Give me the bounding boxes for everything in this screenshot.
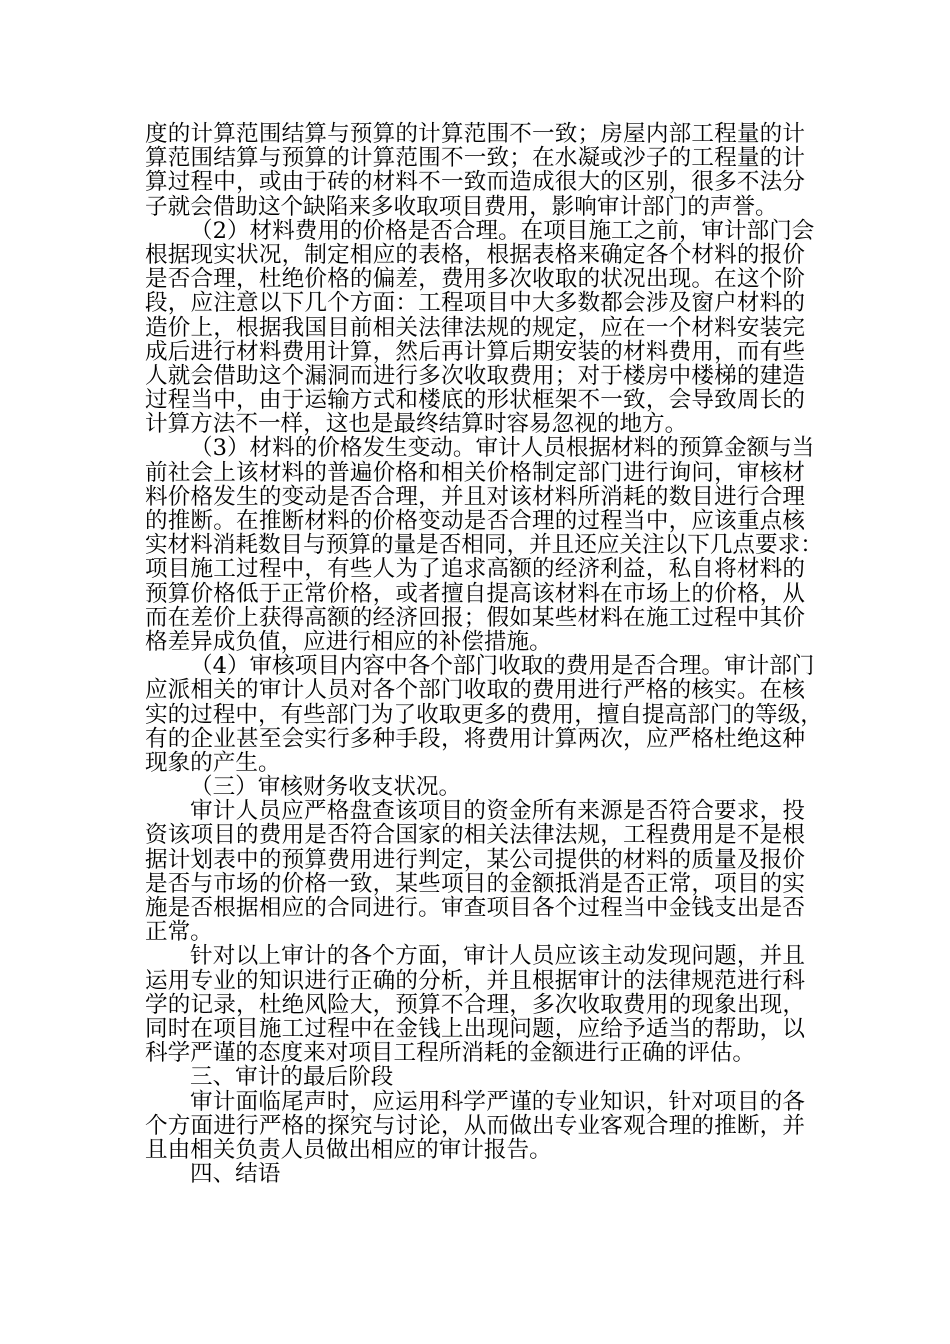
text-line: 施是否根据相应的合同进行。审查项目各个过程当中金钱支出是否 xyxy=(145,895,805,921)
text-line: 人就会借助这个漏洞而进行多次收取费用；对于楼房中楼梯的建造 xyxy=(145,362,805,389)
text-line: 段，应注意以下几个方面：工程项目中大多数都会涉及窗户材料的 xyxy=(145,290,805,317)
text-line: 且由相关负责人员做出相应的审计报告。 xyxy=(145,1136,552,1163)
section-heading-conclusion xyxy=(145,1162,805,1186)
text-line: 前社会上该材料的普遍价格和相关价格制定部门进行询问，审核材 xyxy=(145,459,805,486)
text-line: 同时在项目施工过程中在金钱上出现问题，应给予适当的帮助，以 xyxy=(145,1015,805,1042)
text-line: 算过程中，或由于砖的材料不一致而造成很大的区别，很多不法分 xyxy=(145,169,805,196)
text-line: 审计面临尾声时，应运用科学严谨的专业知识，针对项目的各 xyxy=(190,1088,805,1115)
text-line: 科学严谨的态度来对项目工程所消耗的金额进行正确的评估。 xyxy=(145,1040,756,1067)
text-line: 根据现实状况，制定相应的表格，根据表格来确定各个材料的报价 xyxy=(145,241,805,268)
paragraph-audit-summary xyxy=(145,944,805,1065)
paragraph-price-change xyxy=(145,435,823,655)
text-line: （2）材料费用的价格是否合理。在项目施工之前，审计部门会 xyxy=(190,217,815,244)
text-line: 预算价格低于正常价格，或者擅自提高该材料在市场上的价格，从 xyxy=(145,580,805,607)
text-line: （4）审核项目内容中各个部门收取的费用是否合理。审计部门 xyxy=(190,653,815,680)
text-line: 度的计算范围结算与预算的计算范围不一致；房屋内部工程量的计 xyxy=(145,121,805,147)
text-line: 资该项目的费用是否符合国家的相关法律法规，工程费用是不是根 xyxy=(145,822,805,849)
text-line: 有的企业甚至会实行多种手段，将费用计算两次，应严格杜绝这种 xyxy=(145,725,805,752)
heading-text: 三、审计的最后阶段 xyxy=(190,1064,394,1091)
text-line: 格差异成负值，应进行相应的补偿措施。 xyxy=(145,628,552,655)
paragraph-material-cost xyxy=(145,217,815,438)
paragraph-calc-range xyxy=(145,122,805,219)
text-line: 正常。 xyxy=(145,919,213,946)
text-line: 计算方法不一样，这也是最终结算时容易忽视的地方。 xyxy=(145,411,688,438)
document-page xyxy=(145,121,823,1188)
section-heading-final-stage xyxy=(145,1065,805,1089)
text-line: 应派相关的审计人员对各个部门收取的费用进行严格的核实。在核 xyxy=(145,677,805,704)
paragraph-department-fees xyxy=(145,653,823,776)
paragraph-final-stage xyxy=(145,1090,805,1163)
text-line: 学的记录，杜绝风险大，预算不合理，多次收取费用的现象出现， xyxy=(145,991,805,1018)
text-line: 实的过程中，有些部门为了收取更多的费用，擅自提高部门的等级， xyxy=(145,701,823,728)
text-line: 算范围结算与预算的计算范围不一致；在水凝或沙子的工程量的计 xyxy=(145,145,805,172)
text-line: 造价上，根据我国目前相关法律法规的规定，应在一个材料安装完 xyxy=(145,314,805,341)
text-line: 过程当中，由于运输方式和楼底的形状框架不一致，会导致周长的 xyxy=(145,387,805,414)
text-line: （3）材料的价格发生变动。审计人员根据材料的预算金额与当 xyxy=(190,435,815,462)
text-line: 据计划表中的预算费用进行判定，某公司提供的材料的质量及报价 xyxy=(145,846,805,873)
heading-text: 四、结语 xyxy=(190,1161,281,1188)
section-heading-finance xyxy=(145,775,805,799)
text-line: 料价格发生的变动是否合理，并且对该材料所消耗的数目进行合理 xyxy=(145,483,805,510)
text-line: 的推断。在推断材料的价格变动是否合理的过程当中，应该重点核 xyxy=(145,508,805,534)
text-line: 个方面进行严格的探究与讨论，从而做出专业客观合理的推断，并 xyxy=(145,1112,805,1139)
text-line: 项目施工过程中，有些人为了追求高额的经济利益，私自将材料的 xyxy=(145,556,805,583)
text-line: 成后进行材料费用计算，然后再计算后期安装的材料费用，而有些 xyxy=(145,338,805,365)
text-line: 审计人员应严格盘查该项目的资金所有来源是否符合要求，投 xyxy=(190,798,805,825)
text-line: 而在差价上获得高额的经济回报；假如某些材料在施工过程中其价 xyxy=(145,604,805,631)
heading-text: （三）审核财务收支状况。 xyxy=(190,774,462,801)
text-line: 现象的产生。 xyxy=(145,749,281,776)
paragraph-fund-sources xyxy=(145,799,805,944)
text-line: 是否合理，杜绝价格的偏差，费用多次收取的状况出现。在这个阶 xyxy=(145,266,805,293)
text-line: 实材料消耗数目与预算的量是否相同，并且还应关注以下几点要求： xyxy=(145,532,823,559)
text-line: 子就会借助这个缺陷来多收取项目费用，影响审计部门的声誉。 xyxy=(145,193,778,220)
text-line: 是否与市场的价格一致，某些项目的金额抵消是否正常，项目的实 xyxy=(145,870,805,897)
text-line: 针对以上审计的各个方面，审计人员应该主动发现问题，并且 xyxy=(190,943,805,970)
text-line: 运用专业的知识进行正确的分析，并且根据审计的法律规范进行科 xyxy=(145,967,805,994)
